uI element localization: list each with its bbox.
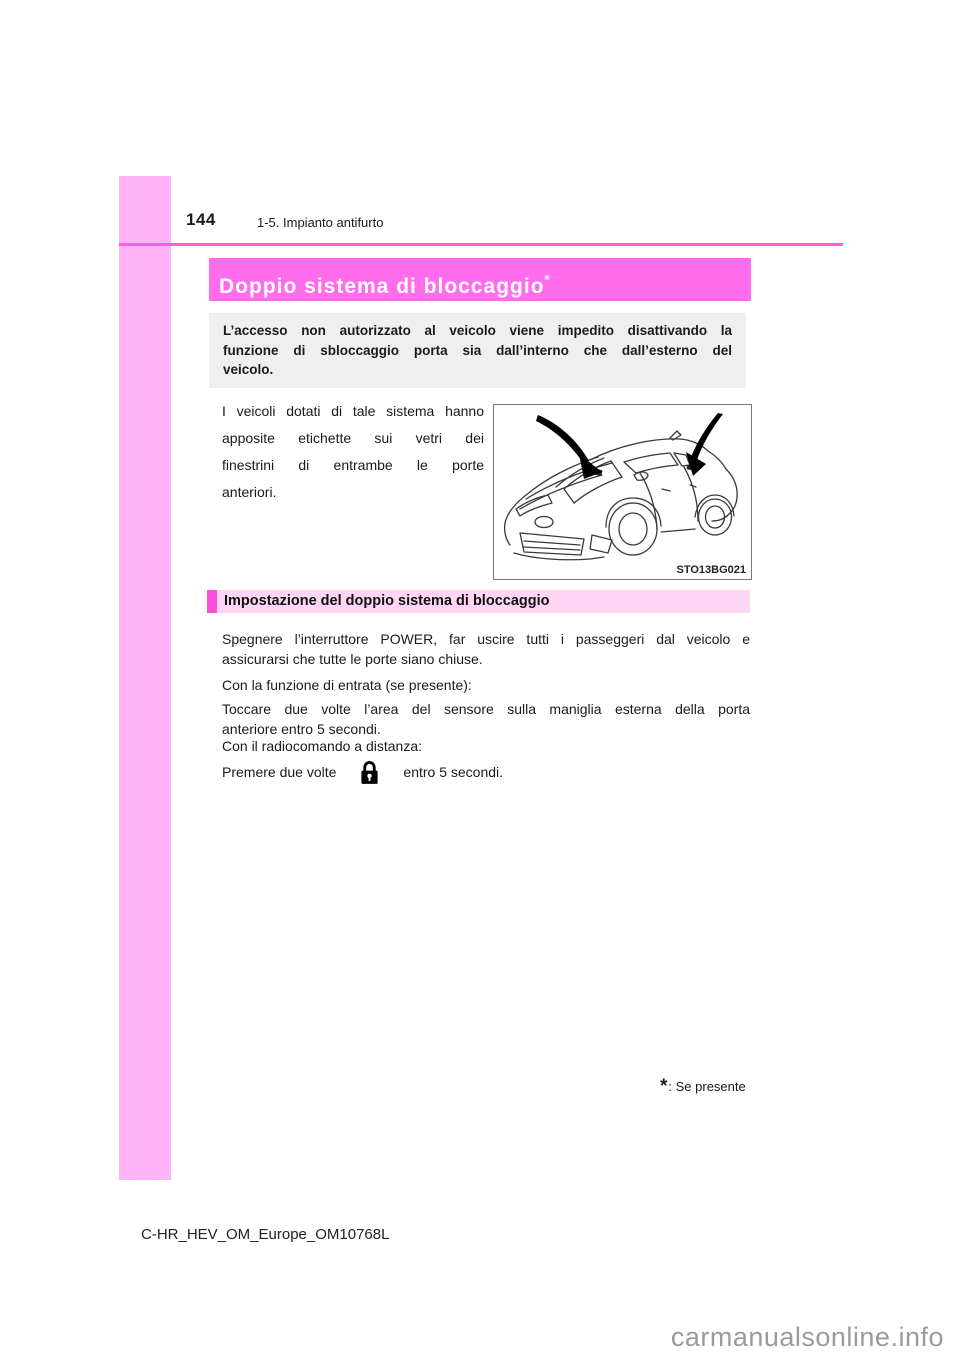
watermark: carmanualsonline.info [670,1322,944,1352]
title-asterisk: * [544,272,550,287]
paragraph-power-off [222,629,750,669]
section-heading-bar [207,590,750,613]
paragraph-line: Toccare due volte l’area del sensore sulla maniglia esterna della porta [222,701,750,717]
page-title-text: Doppio sistema di bloccaggio [219,275,545,298]
section-accent-bar [207,590,217,613]
summary-line: L’accesso non autorizzato al veicolo viene impedito disattivando la [223,323,732,338]
footnote [660,1076,746,1097]
paragraph-entry-function: Con la funzione di entrata (se presente): [222,677,472,693]
paragraph-line: Spegnere l’interruttore POWER, far uscire tutti i passeggeri dal veicolo e [222,631,750,647]
car-illustration [494,405,751,579]
intro-line: anteriori. [222,484,277,500]
pointer-arrow-icon [536,413,723,479]
chapter-header: 1-5. Impianto antifurto [257,215,384,230]
footnote-text: : Se presente [668,1079,746,1094]
lock-line-before: Premere due volte [222,764,337,780]
figure-code: STO13BG021 [676,564,746,576]
left-pink-stripe [119,176,171,1180]
document-footer: C-HR_HEV_OM_Europe_OM10768L [141,1226,390,1243]
paragraph-touch-sensor [222,699,750,739]
intro-line: I veicoli dotati di tale sistema hanno [222,403,484,419]
intro-line: finestrini di entrambe le porte [222,457,484,473]
summary-line: funzione di sbloccaggio porta sia dall’interno che dall’esterno del [223,342,732,358]
lock-line-after: entro 5 secondi. [403,764,504,780]
footnote-asterisk: * [660,1076,668,1097]
intro-paragraph [222,398,484,506]
paragraph-line: anteriore entro 5 secondi. [222,721,381,737]
summary-line: veicolo. [223,362,274,377]
paragraph-line: assicurarsi che tutte le porte siano chiuse. [222,651,483,667]
header-rule [119,243,843,246]
page-number: 144 [186,210,216,229]
car-illustration-figure [493,404,752,580]
section-heading: Impostazione del doppio sistema di bloccaggio [217,590,750,613]
page-title [209,258,751,301]
paragraph-remote-control: Con il radiocomando a distanza: [222,738,423,754]
intro-line: apposite etichette sui vetri dei [222,430,484,446]
lock-icon [360,760,379,785]
summary-box [209,313,746,388]
lock-instruction-line [222,758,750,786]
